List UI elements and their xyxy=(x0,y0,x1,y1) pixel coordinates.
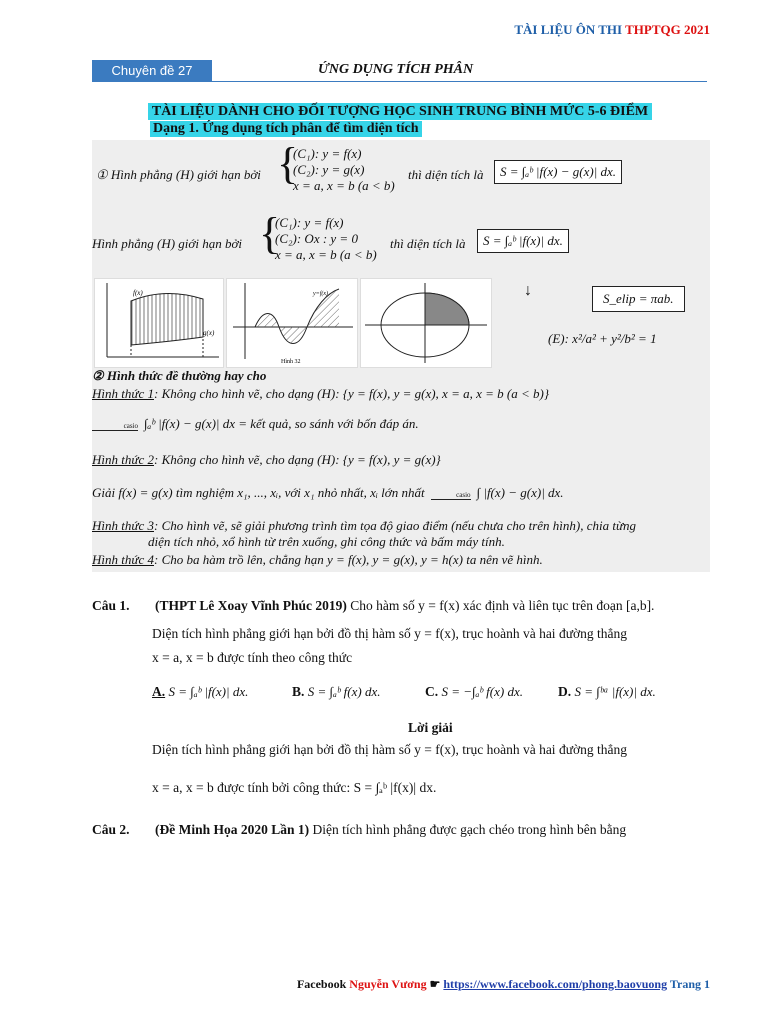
q1-text2: Diện tích hình phẳng giới hạn bởi đồ thị hàm số y = f(x), trục hoành và hai đường thẳng xyxy=(152,626,628,641)
theory-row1-then: thì diện tích là xyxy=(408,167,484,182)
r1-cond1: (C₁): y = f(x) xyxy=(293,146,362,161)
theory-row2-then: thì diện tích là xyxy=(390,236,466,251)
q1-option-b-label: B. xyxy=(292,684,305,699)
chapter-tag: Chuyên đề 27 xyxy=(92,60,212,81)
form1-text: : Không cho hình vẽ, cho dạng (H): {y = f(x), y = g(x), x = a, x = b (a < b)} xyxy=(153,386,550,401)
footer-link[interactable]: https://www.facebook.com/phong.baovuong xyxy=(443,977,668,991)
footer-author: Nguyễn Vương xyxy=(349,977,427,991)
figure-3-svg xyxy=(361,279,491,367)
q2-label: Câu 2. xyxy=(92,822,130,837)
theory-row2-lead: Hình phẳng (H) giới hạn bởi xyxy=(92,236,243,251)
form3-row xyxy=(92,518,636,534)
q1-option-d-label: D. xyxy=(558,684,572,699)
q1-option-d[interactable] xyxy=(558,684,656,700)
r2-cond2: (C₂): Ox : y = 0 xyxy=(275,231,358,246)
q2-stem xyxy=(155,822,626,838)
q1-option-a-text: S = ∫ₐᵇ |f(x)| dx. xyxy=(168,684,249,699)
r2-cond1: (C₁): y = f(x) xyxy=(275,215,344,230)
exam-label: THPTQG 2021 xyxy=(625,22,710,37)
q1-option-c-text: S = −∫ₐᵇ f(x) dx. xyxy=(441,684,523,699)
q1-solution-title: Lời giải xyxy=(408,720,453,735)
footer-page: Trang 1 xyxy=(667,977,710,991)
q1-option-c-label: C. xyxy=(425,684,439,699)
q1-solution-line1: Diện tích hình phẳng giới hạn bởi đồ thị hàm số y = f(x), trục hoành và hai đường thẳng xyxy=(152,742,628,757)
casio-arrow-1: casio xyxy=(92,422,138,431)
form1b-row xyxy=(92,416,419,432)
doc-header xyxy=(514,22,710,38)
q1-option-a-label: A. xyxy=(152,684,166,699)
brace-2: { xyxy=(259,209,281,258)
ellipse-equation: (E): x²/a² + y²/b² = 1 xyxy=(548,331,657,346)
form1b-text: ∫ₐᵇ |f(x) − g(x)| dx = kết quả, so sánh với bốn đáp án. xyxy=(144,416,419,431)
q1-option-b[interactable] xyxy=(292,684,380,700)
formula-box-2: S = ∫ₐᵇ |f(x)| dx. xyxy=(477,229,569,253)
ellipse-area-box: S_elip = πab. xyxy=(592,286,685,312)
fig2-curve-label: y=f(x) xyxy=(313,291,329,297)
footer-fb: Facebook xyxy=(296,977,350,991)
form3-label: Hình thức 3 xyxy=(92,518,154,533)
form1-label: Hình thức 1 xyxy=(92,386,154,401)
q1-solution-line2: x = a, x = b được tính bởi công thức: S = ∫ₐᵇ |f(x)| dx. xyxy=(152,780,437,795)
form3-text2: diện tích nhỏ, xổ hình từ trên xuống, ghi công thức và bấm máy tính. xyxy=(148,534,505,549)
theory-row2-system xyxy=(275,215,377,263)
figure-ellipse xyxy=(360,278,492,368)
r2-cond3: x = a, x = b (a < b) xyxy=(275,247,377,262)
q1-option-a[interactable] xyxy=(152,684,248,700)
doc-label: TÀI LIỆU ÔN THI xyxy=(514,22,626,37)
q1-text3: x = a, x = b được tính theo công thức xyxy=(152,650,353,665)
theory-row1-lead: ① Hình phẳng (H) giới hạn bởi xyxy=(96,167,261,182)
down-arrow-icon: ↓ xyxy=(524,282,532,299)
form3-text: : Cho hình vẽ, sẽ giải phương trình tìm tọa độ giao điểm (nếu chưa cho trên hình), chia từng xyxy=(153,518,637,533)
q1-option-d-text: S = ∫ᵇᵃ |f(x)| dx. xyxy=(574,684,656,699)
casio-arrow-2: casio xyxy=(431,491,471,500)
fig2-caption: Hình 32 xyxy=(281,359,301,365)
q1-label: Câu 1. xyxy=(92,598,130,613)
q2-text: Diện tích hình phẳng được gạch chéo trong hình bên bằng xyxy=(312,822,627,837)
q1-source: (THPT Lê Xoay Vĩnh Phúc 2019) xyxy=(155,598,347,613)
section-title: Dạng 1. Ứng dụng tích phân để tìm diện tích xyxy=(150,121,422,137)
form4-label: Hình thức 4 xyxy=(92,552,154,567)
brace-1: { xyxy=(277,139,299,188)
form2-text: : Không cho hình vẽ, cho dạng (H): {y = f(x), y = g(x)} xyxy=(153,452,441,467)
form4-row xyxy=(92,552,543,568)
form2b-int: ∫ |f(x) − g(x)| dx. xyxy=(476,485,564,500)
figure-2-svg xyxy=(227,279,357,367)
form1-row xyxy=(92,386,549,402)
r1-cond2: (C₂): y = g(x) xyxy=(293,162,365,177)
pointing-hand-icon: ☛ xyxy=(426,977,444,991)
q1-option-b-text: S = ∫ₐᵇ f(x) dx. xyxy=(307,684,381,699)
r1-cond3: x = a, x = b (a < b) xyxy=(293,178,395,193)
q1-option-c[interactable] xyxy=(425,684,523,700)
figure-area-between-curves xyxy=(94,278,224,368)
theory-row1-system xyxy=(293,146,395,194)
form2-label: Hình thức 2 xyxy=(92,452,154,467)
fig1-f-label: f(x) xyxy=(133,289,143,297)
form2b-text: Giải f(x) = g(x) tìm nghiệm x₁, ..., xᵢ, với x₁ nhỏ nhất, xᵢ lớn nhất xyxy=(92,485,425,500)
forms-title: ② Hình thức đề thường hay cho xyxy=(92,368,267,383)
topic-title: ỨNG DỤNG TÍCH PHÂN xyxy=(318,62,474,77)
fig1-g-label: g(x) xyxy=(203,329,215,337)
figure-area-curve-axis xyxy=(226,278,358,368)
q2-source: (Đề Minh Họa 2020 Lần 1) xyxy=(155,822,310,837)
figure-1-svg xyxy=(95,279,223,367)
form4-text: : Cho ba hàm trồ lên, chẳng hạn y = f(x), y = g(x), y = h(x) ta nên vẽ hình. xyxy=(153,552,543,567)
q1-text1: Cho hàm số y = f(x) xác định và liên tục trên đoạn [a,b]. xyxy=(350,598,655,613)
q1-stem xyxy=(155,598,654,614)
form2b-row xyxy=(92,485,564,501)
header-divider xyxy=(92,81,707,82)
form2-row xyxy=(92,452,441,468)
page-footer xyxy=(297,977,710,992)
formula-box-1: S = ∫ₐᵇ |f(x) − g(x)| dx. xyxy=(494,160,622,184)
audience-banner: TÀI LIỆU DÀNH CHO ĐỐI TƯỢNG HỌC SINH TRUNG BÌNH MỨC 5-6 ĐIỂM xyxy=(148,103,652,120)
